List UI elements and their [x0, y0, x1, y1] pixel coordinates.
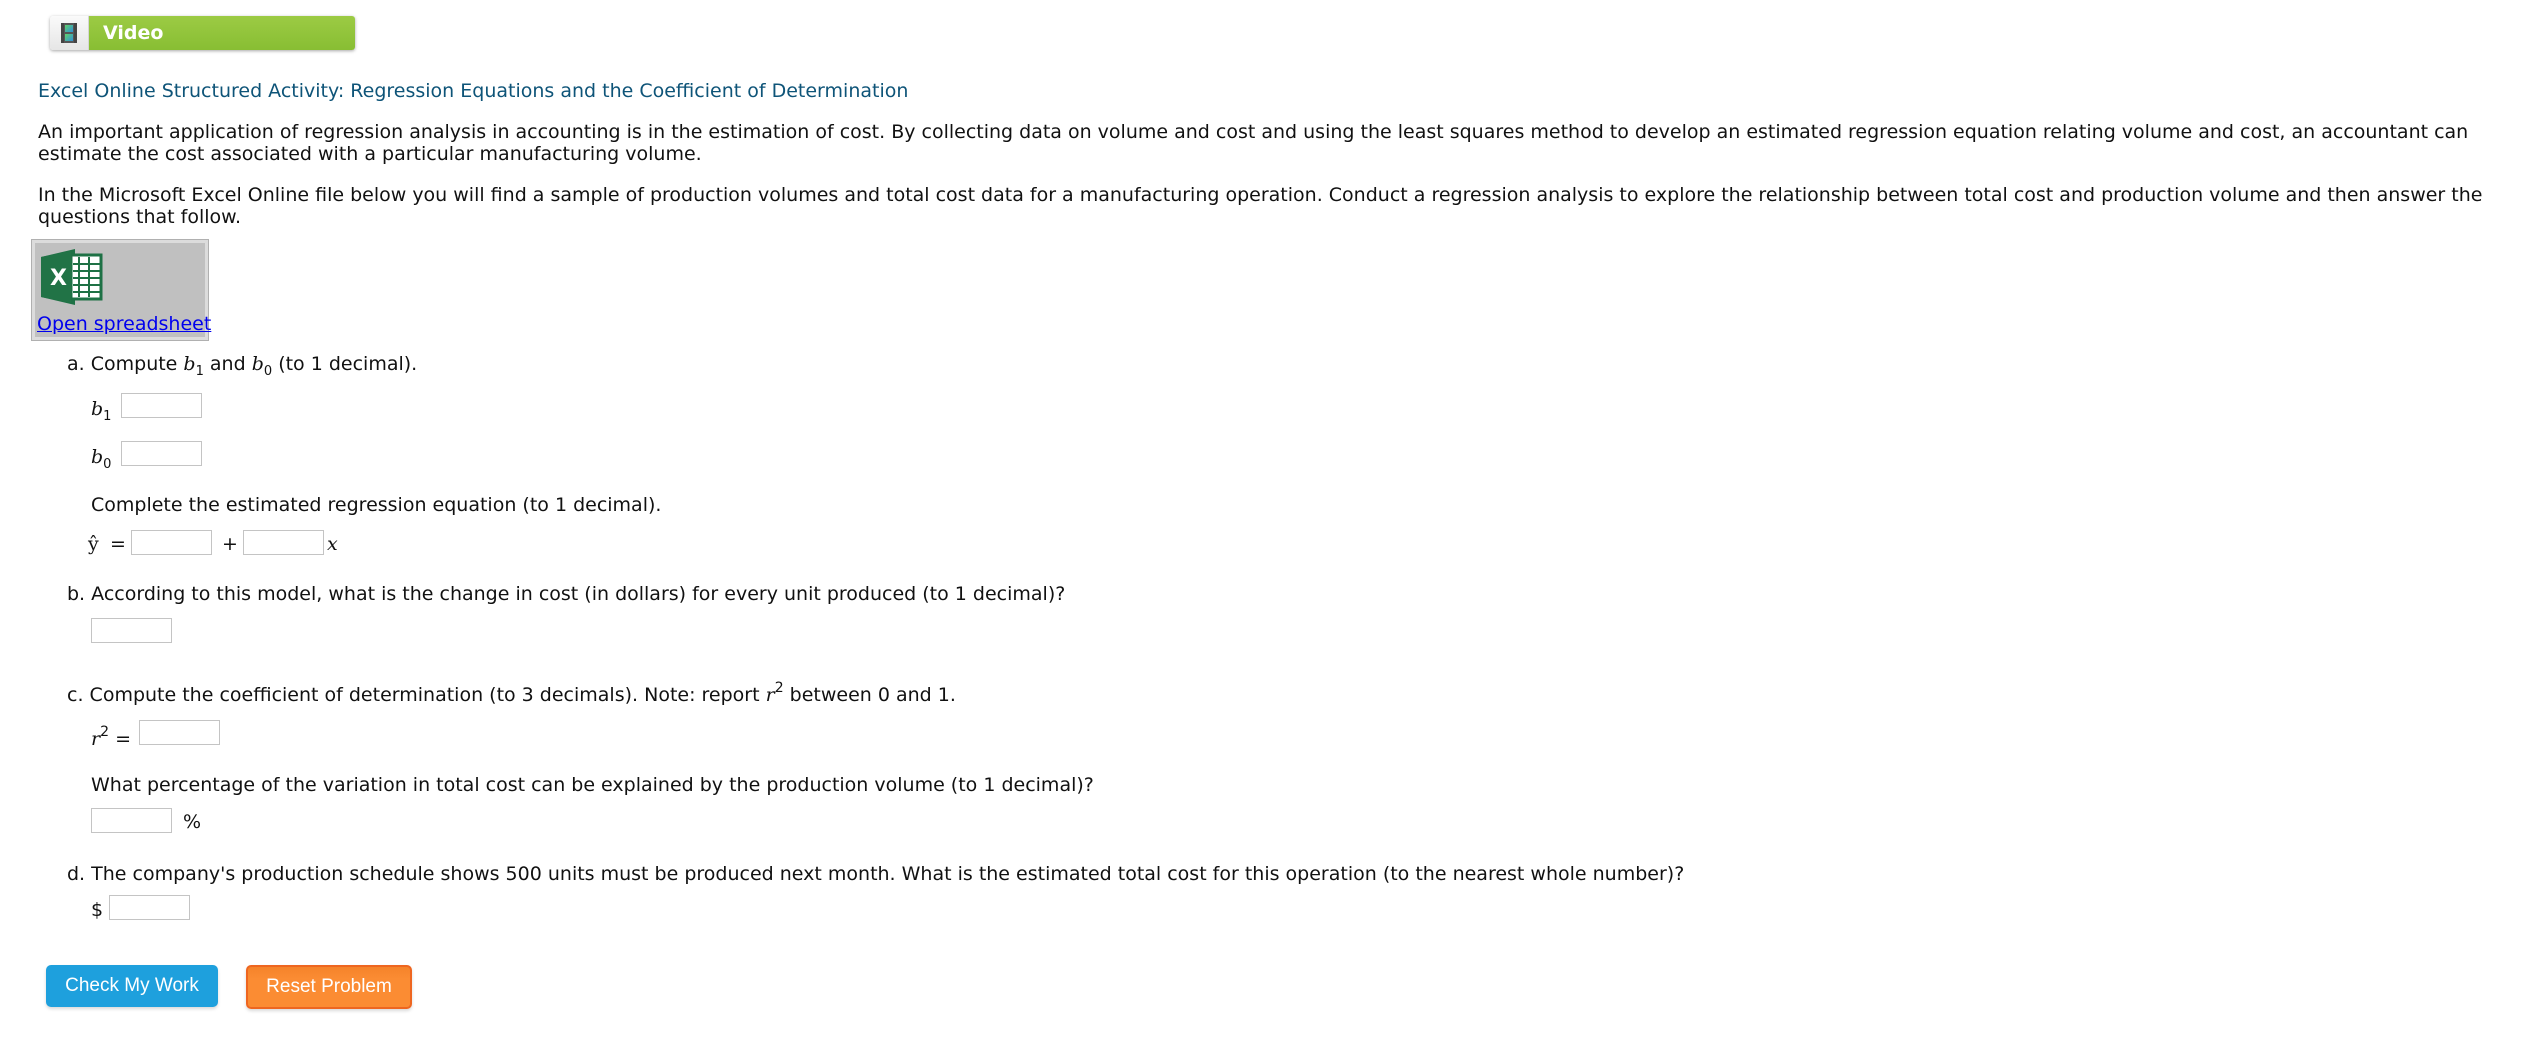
r-superscript: 2 — [774, 680, 784, 696]
b0-subscript: 0 — [263, 364, 273, 379]
b1-input[interactable] — [121, 393, 202, 418]
film-icon — [61, 23, 77, 43]
b-var: b — [251, 353, 264, 375]
question-b-prompt — [67, 583, 1065, 605]
question-a-and: and — [203, 353, 252, 375]
slope-input[interactable] — [243, 530, 324, 555]
question-b-marker: b. — [67, 583, 86, 605]
b-var: b — [183, 353, 196, 375]
dollar-sign: $ — [91, 899, 104, 921]
b0-input[interactable] — [121, 441, 202, 466]
b1-subscript: 1 — [195, 364, 204, 379]
b1-var: b — [91, 398, 104, 420]
intro-paragraph: An important application of regression analysis in accounting is in the estimation of cost. By collecting data on volume and cost and using the least squares method to develop an estimated regression equation relating volume and cost, an accountant can estimate the cost associated with a particular manufacturing volume. — [38, 121, 2469, 165]
intercept-input[interactable] — [131, 530, 212, 555]
question-a-text: Compute — [90, 353, 184, 375]
r2-sup: 2 — [100, 724, 110, 740]
r2-var: r — [91, 728, 101, 750]
b0-sub: 0 — [103, 457, 112, 472]
open-spreadsheet-link[interactable]: Open spreadsheet — [37, 313, 212, 335]
check-my-work-button[interactable]: Check My Work — [46, 965, 218, 1007]
b0-label — [91, 446, 111, 472]
video-icon-box — [50, 16, 89, 50]
total-cost-input[interactable] — [109, 895, 190, 920]
question-d-text: The company's production schedule shows 500 units must be produced next month. What is the estimated total cost for this operation (to the nearest whole number)? — [91, 863, 1685, 885]
question-d-marker: d. — [67, 863, 86, 885]
reset-problem-button[interactable]: Reset Problem — [246, 965, 412, 1009]
b0-var: b — [91, 446, 104, 468]
question-c-marker: c. — [67, 684, 84, 706]
question-c-tail: between 0 and 1. — [783, 684, 956, 706]
instructions-paragraph: In the Microsoft Excel Online file below you will find a sample of production volumes and total cost data for a manufacturing operation. Conduct a regression analysis to explore the relationship between total cost and production volume and then answer the questions that follow. — [38, 184, 2483, 228]
plus-sign: + — [222, 533, 238, 555]
question-a-marker: a. — [67, 353, 85, 375]
excel-icon — [41, 249, 103, 305]
r2-equals: = — [115, 728, 131, 750]
equation-prompt: Complete the estimated regression equation (to 1 decimal). — [91, 494, 662, 516]
video-button[interactable] — [50, 16, 355, 50]
question-d-prompt — [67, 863, 1684, 885]
percent-unit: % — [183, 811, 202, 833]
yhat-symbol: ŷ — [88, 533, 99, 555]
x-variable: x — [327, 533, 338, 555]
r-squared-input[interactable] — [139, 720, 220, 745]
question-a-tail: (to 1 decimal). — [272, 353, 418, 375]
b1-sub: 1 — [103, 409, 112, 424]
question-c-text: Compute the coefficient of determination (to 3 decimals). Note: report — [89, 684, 766, 706]
page-title: Excel Online Structured Activity: Regression Equations and the Coefficient of Determination — [38, 80, 909, 102]
question-c-prompt — [67, 680, 956, 706]
r2-label — [91, 724, 131, 750]
percentage-prompt: What percentage of the variation in total cost can be explained by the production volume (to 1 decimal)? — [91, 774, 1094, 796]
svg-text:X: X — [50, 266, 67, 291]
question-a-prompt — [67, 353, 417, 379]
unit-cost-change-input[interactable] — [91, 618, 172, 643]
question-b-text: According to this model, what is the change in cost (in dollars) for every unit produced (to 1 decimal)? — [91, 583, 1066, 605]
open-spreadsheet-box[interactable] — [32, 240, 212, 340]
percentage-input[interactable] — [91, 808, 172, 833]
equals-sign: = — [110, 533, 126, 555]
video-button-label: Video — [89, 16, 355, 50]
b1-label — [91, 398, 111, 424]
r-var: r — [765, 684, 775, 706]
